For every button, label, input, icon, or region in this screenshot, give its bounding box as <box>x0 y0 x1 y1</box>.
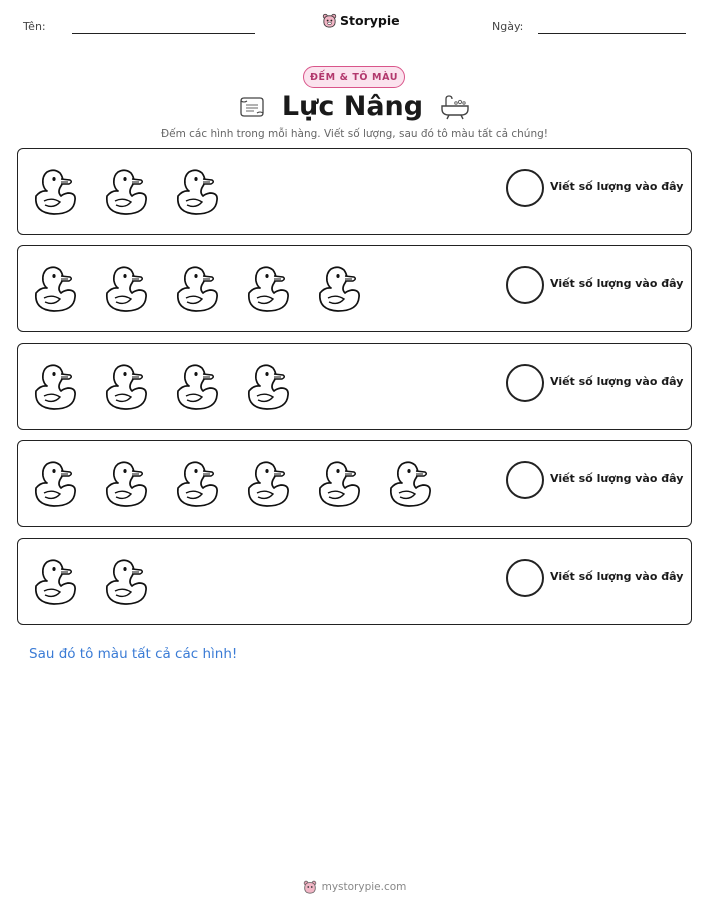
rubber-duck-icon[interactable] <box>243 455 295 511</box>
rubber-duck-icon[interactable] <box>30 260 82 316</box>
rubber-duck-icon[interactable] <box>30 455 82 511</box>
rubber-duck-icon[interactable] <box>101 553 153 609</box>
rubber-duck-icon[interactable] <box>101 358 153 414</box>
count-row <box>17 148 692 235</box>
rubber-duck-icon[interactable] <box>243 260 295 316</box>
rubber-duck-icon[interactable] <box>30 163 82 219</box>
rubber-duck-icon[interactable] <box>172 455 224 511</box>
answer-circle[interactable] <box>506 364 544 402</box>
paper-scroll-icon <box>238 94 266 120</box>
rubber-duck-icon[interactable] <box>243 358 295 414</box>
rubber-duck-icon[interactable] <box>30 553 82 609</box>
answer-hint: Viết số lượng vào đây <box>550 277 684 290</box>
answer-circle[interactable] <box>506 461 544 499</box>
footer <box>0 880 709 894</box>
rubber-duck-icon[interactable] <box>314 260 366 316</box>
rubber-duck-icon[interactable] <box>101 260 153 316</box>
page-title: Lực Nâng <box>281 91 424 122</box>
name-label: Tên: <box>23 20 46 33</box>
answer-circle[interactable] <box>506 559 544 597</box>
count-row <box>17 245 692 332</box>
bear-mascot-icon <box>303 880 317 894</box>
count-row <box>17 538 692 625</box>
answer-hint: Viết số lượng vào đây <box>550 472 684 485</box>
rubber-duck-icon[interactable] <box>385 455 437 511</box>
activity-badge: ĐẾM & TÔ MÀU <box>303 66 405 88</box>
brand-name: Storypie <box>340 13 400 28</box>
date-label: Ngày: <box>492 20 524 33</box>
rubber-duck-icon[interactable] <box>314 455 366 511</box>
count-row <box>17 440 692 527</box>
name-line[interactable] <box>72 33 255 34</box>
footer-url: mystorypie.com <box>321 881 407 893</box>
rubber-duck-icon[interactable] <box>172 358 224 414</box>
date-line[interactable] <box>538 33 686 34</box>
title-row <box>0 91 709 122</box>
answer-hint: Viết số lượng vào đây <box>550 375 684 388</box>
rubber-duck-icon[interactable] <box>172 163 224 219</box>
rubber-duck-icon[interactable] <box>101 163 153 219</box>
color-instruction: Sau đó tô màu tất cả các hình! <box>29 646 238 662</box>
rubber-duck-icon[interactable] <box>101 455 153 511</box>
answer-circle[interactable] <box>506 266 544 304</box>
answer-circle[interactable] <box>506 169 544 207</box>
answer-hint: Viết số lượng vào đây <box>550 570 684 583</box>
bear-mascot-icon <box>322 13 337 28</box>
instructions: Đếm các hình trong mỗi hàng. Viết số lượng, sau đó tô màu tất cả chúng! <box>160 128 548 140</box>
storypie-logo <box>322 13 400 28</box>
count-row <box>17 343 692 430</box>
rubber-duck-icon[interactable] <box>172 260 224 316</box>
answer-hint: Viết số lượng vào đây <box>550 180 684 193</box>
rubber-duck-icon[interactable] <box>30 358 82 414</box>
bathtub-icon <box>439 94 471 120</box>
